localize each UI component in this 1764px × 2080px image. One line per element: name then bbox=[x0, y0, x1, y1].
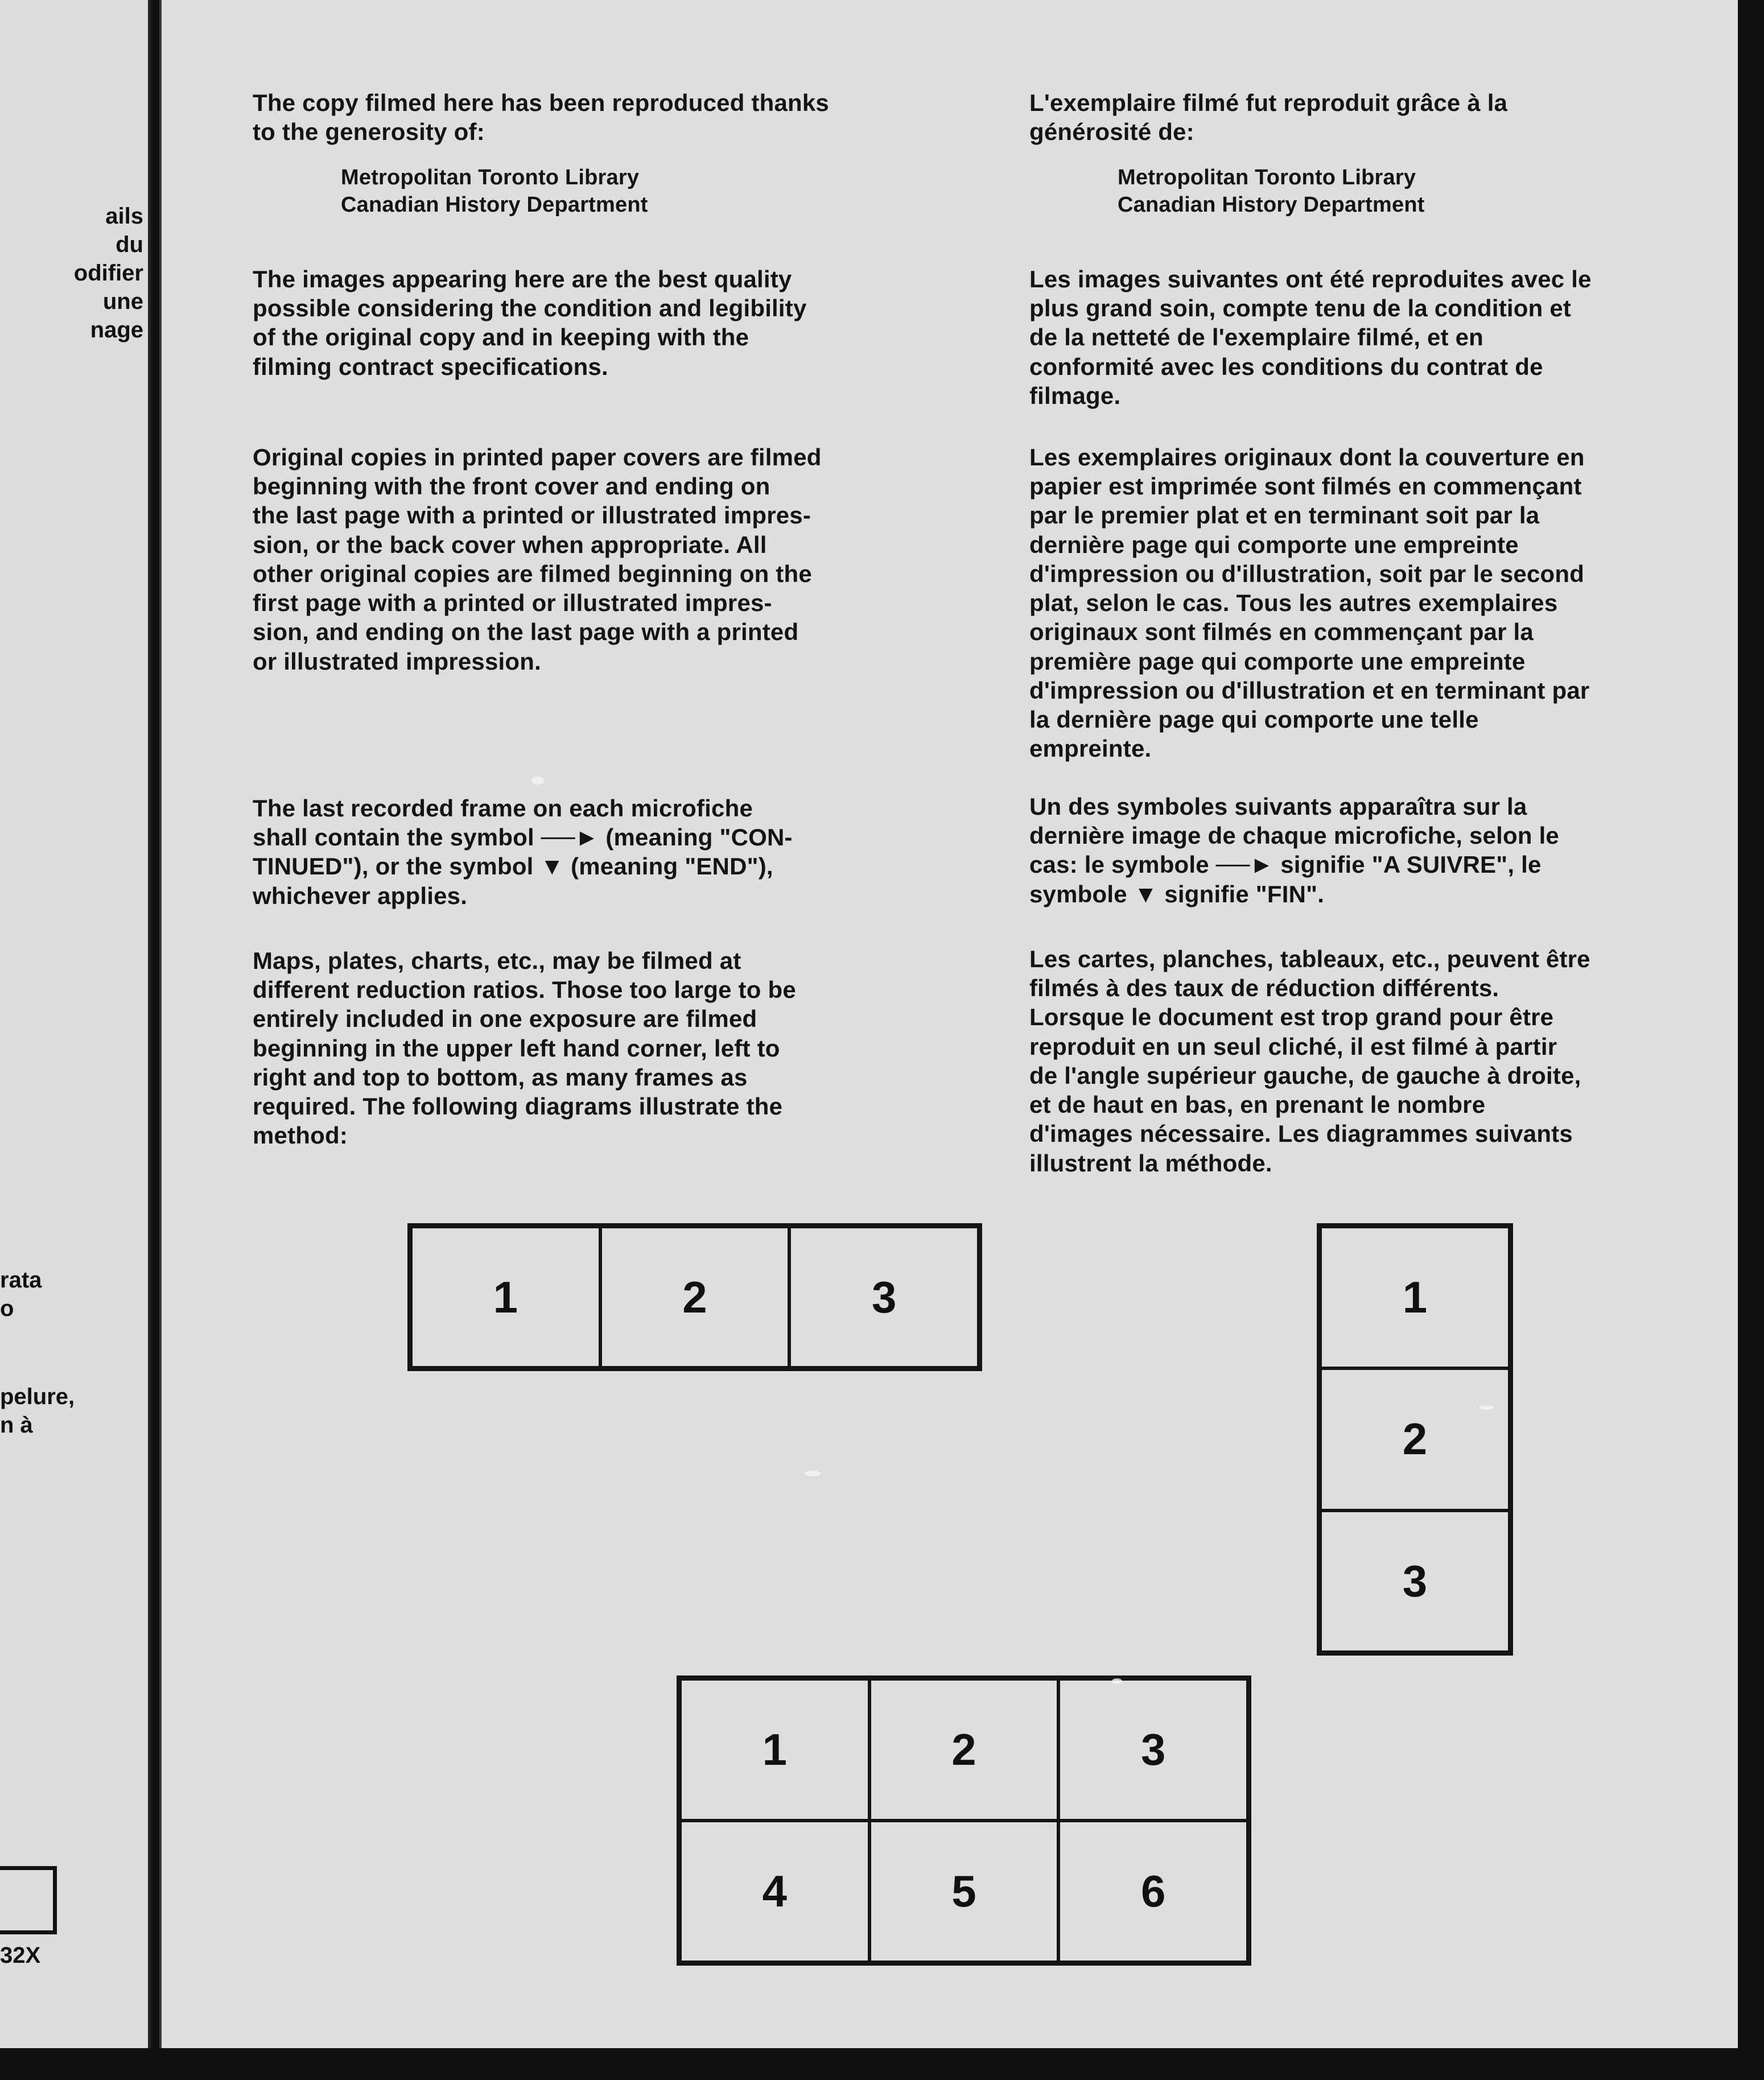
english-covers-block bbox=[253, 443, 907, 676]
french-thanks-block bbox=[1029, 88, 1684, 218]
left-fragment-7: o bbox=[0, 1296, 14, 1321]
left-fragment-2: du bbox=[116, 232, 143, 257]
french-symbols-block bbox=[1029, 792, 1684, 909]
english-maps-block bbox=[253, 946, 907, 1150]
diagram-frame-1: 1 bbox=[411, 1227, 600, 1368]
diagram-frame-2: 2 bbox=[600, 1227, 790, 1368]
left-fragment-3: odifier bbox=[73, 261, 143, 286]
previous-page-strip bbox=[0, 0, 151, 2048]
six-frame-grid-diagram bbox=[677, 1675, 1251, 1966]
diagram-frame-4: 4 bbox=[680, 1821, 869, 1962]
left-fragment-6: rata bbox=[0, 1268, 42, 1293]
diagram-frame-3: 3 bbox=[1320, 1511, 1510, 1652]
horizontal-three-frame-diagram bbox=[407, 1223, 982, 1371]
english-thanks-text: The copy filmed here has been reproduced thanks to the generosity of: bbox=[253, 89, 829, 146]
french-symbols-text: Un des symboles suivants apparaîtra sur la dernière image de chaque microfiche, selon le cas: le symbole ──► signifie "A SUIVRE", le symbole ▼ signifie "FIN". bbox=[1029, 793, 1559, 907]
english-symbols-text: The last recorded frame on each microfiche shall contain the symbol ──► (meaning "CON- TINUED"), or the symbol ▼ (meaning "END"), whichever applies. bbox=[253, 795, 793, 909]
french-covers-text: Les exemplaires originaux dont la couverture en papier est imprimée sont filmés en commençant par le premier plat et en terminant soit par la dernière page qui comporte une empreinte d'impression ou d'illustration, soit par le second plat, selon le cas. Tous les autres exemplaires originaux sont filmés en commençant par la première page qui comporte une empreinte d'impression ou d'illustration et en terminant par la dernière page qui comporte une telle empreinte. bbox=[1029, 444, 1590, 762]
diagram-frame-5: 5 bbox=[869, 1821, 1059, 1962]
diagram-frame-3: 3 bbox=[789, 1227, 979, 1368]
english-institution-text: Metropolitan Toronto Library Canadian History Department bbox=[341, 166, 648, 217]
french-institution-text: Metropolitan Toronto Library Canadian History Department bbox=[1118, 166, 1425, 217]
french-maps-block bbox=[1029, 944, 1684, 1178]
left-reference-box bbox=[0, 1866, 57, 1934]
left-fragment-4: une bbox=[102, 289, 143, 314]
diagram-frame-6: 6 bbox=[1058, 1821, 1248, 1962]
scan-speck bbox=[531, 777, 544, 785]
english-maps-text: Maps, plates, charts, etc., may be filmed at different reduction ratios. Those too large to be entirely included in one exposure are filmed beginning in the upper left hand corner, left to right and top to bottom, as many frames as required. The following diagrams illustrate the method: bbox=[253, 947, 796, 1149]
scan-speck bbox=[1479, 1405, 1494, 1410]
microfiche-target-page bbox=[159, 0, 1738, 2048]
left-fragment-8: pelure, bbox=[0, 1384, 75, 1409]
scan-speck bbox=[805, 1471, 821, 1476]
english-quality-text: The images appearing here are the best quality possible considering the condition and legibility of the original copy and in keeping with the filming contract specifications. bbox=[253, 266, 807, 380]
english-covers-text: Original copies in printed paper covers are filmed beginning with the front cover and ending on the last page with a printed or illustrated impres- sion, or the back cover when appropriate. All other original copies are filmed beginning on the first page with a printed or illustrated impres- sion, and ending on the last page with a printed or illustrated impression. bbox=[253, 444, 822, 675]
french-quality-text: Les images suivantes ont été reproduites avec le plus grand soin, compte tenu de la condition et de la netteté de l'exemplaire filmé, et en conformité avec les conditions du contrat de filmage. bbox=[1029, 266, 1592, 409]
french-quality-block bbox=[1029, 265, 1684, 410]
english-symbols-block bbox=[253, 794, 907, 910]
left-fragment-5: nage bbox=[90, 317, 143, 342]
left-fragment-9: n à bbox=[0, 1413, 33, 1438]
diagram-frame-2: 2 bbox=[1320, 1368, 1510, 1510]
left-scale-label: 32X bbox=[0, 1943, 41, 1968]
left-fragment-1: ails bbox=[105, 204, 143, 229]
diagram-frame-1: 1 bbox=[680, 1679, 869, 1821]
diagram-frame-3: 3 bbox=[1058, 1679, 1248, 1821]
french-maps-text: Les cartes, planches, tableaux, etc., peuvent être filmés à des taux de réduction différents. Lorsque le document est trop grand pour être reproduit en un seul cliché, il est filmé à partir de l'angle supérieur gauche, de gauche à droite, et de haut en bas, en prenant le nombre d'images nécessaire. Les diagrammes suivants illustrent la méthode. bbox=[1029, 946, 1590, 1177]
french-covers-block bbox=[1029, 443, 1684, 764]
scan-speck bbox=[1112, 1678, 1122, 1684]
french-thanks-text: L'exemplaire filmé fut reproduit grâce à la générosité de: bbox=[1029, 89, 1508, 146]
diagram-frame-1: 1 bbox=[1320, 1227, 1510, 1368]
vertical-three-frame-diagram bbox=[1317, 1223, 1513, 1656]
diagram-frame-2: 2 bbox=[869, 1679, 1059, 1821]
english-thanks-block bbox=[253, 88, 907, 218]
english-quality-block bbox=[253, 265, 907, 381]
